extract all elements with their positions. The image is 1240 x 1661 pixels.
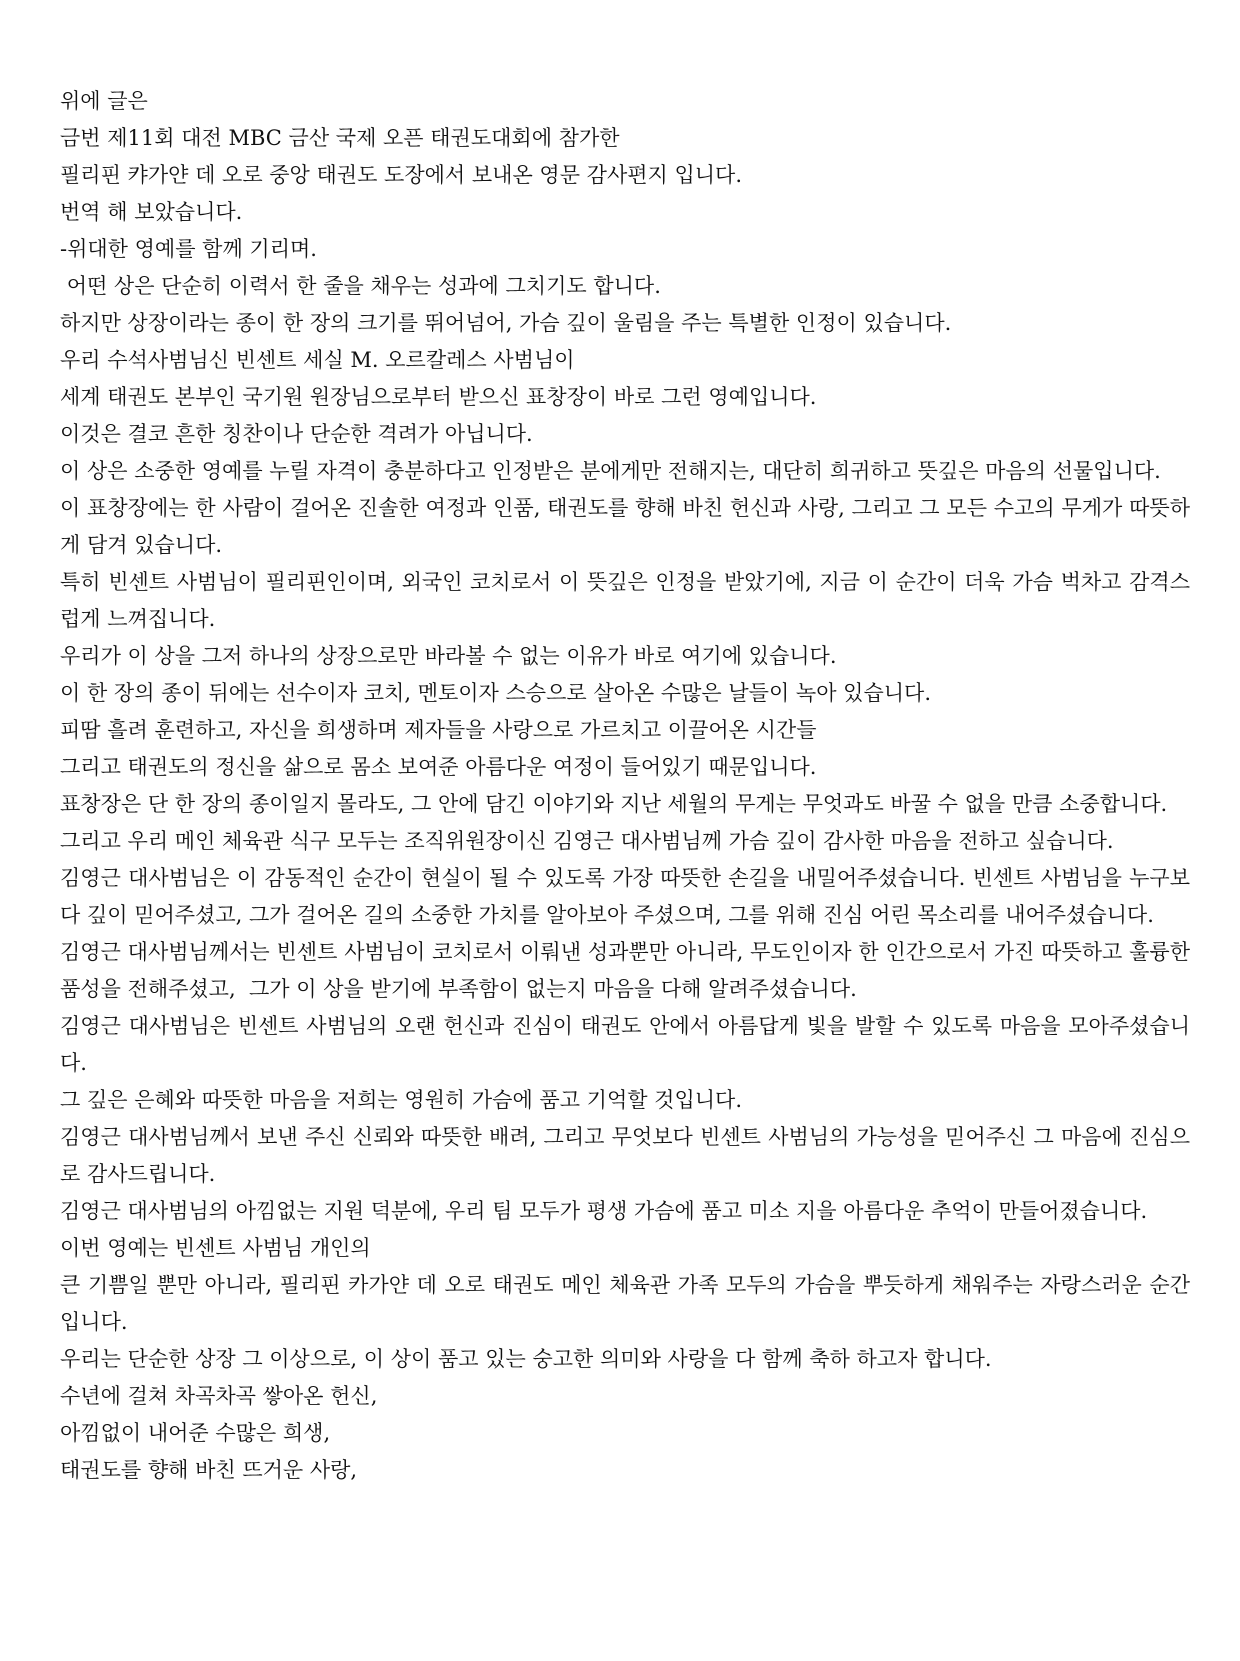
paragraph: 큰 기쁨일 뿐만 아니라, 필리핀 카가얀 데 오로 태권도 메인 체육관 가족 모두의 가슴을 뿌듯하게 채워주는 자랑스러운 순간입니다. — [60, 1273, 1190, 1334]
paragraph: 이것은 결코 흔한 칭찬이나 단순한 격려가 아닙니다. — [60, 422, 533, 446]
paragraph: 번역 해 보았습니다. — [60, 200, 243, 224]
paragraph: 피땀 흘려 훈련하고, 자신을 희생하며 제자들을 사랑으로 가르치고 이끌어온 시간들 — [60, 718, 817, 742]
paragraph: 우리는 단순한 상장 그 이상으로, 이 상이 품고 있는 숭고한 의미와 사랑을 다 함께 축하 하고자 합니다. — [60, 1347, 992, 1371]
paragraph: 이 상은 소중한 영예를 누릴 자격이 충분하다고 인정받은 분에게만 전해지는, 대단히 희귀하고 뜻깊은 마음의 선물입니다. — [60, 459, 1161, 483]
paragraph: 그 깊은 은혜와 따뜻한 마음을 저희는 영원히 가슴에 품고 기억할 것입니다. — [60, 1088, 743, 1112]
paragraph: 이 한 장의 종이 뒤에는 선수이자 코치, 멘토이자 스승으로 살아온 수많은 날들이 녹아 있습니다. — [60, 681, 931, 705]
paragraph: 표창장은 단 한 장의 종이일지 몰라도, 그 안에 담긴 이야기와 지난 세월의 무게는 무엇과도 바꿀 수 없을 만큼 소중합니다. — [60, 792, 1168, 816]
document-body — [60, 83, 1197, 1489]
paragraph: 아낌없이 내어준 수많은 희생, — [60, 1421, 331, 1445]
paragraph: 김영근 대사범님께서는 빈센트 사범님이 코치로서 이뤄낸 성과뿐만 아니라, 무도인이자 한 인간으로서 가진 따뜻하고 훌륭한 품성을 전해주셨고, 그가 이 상을 받기에 부족함이 없는지 마음을 다해 알려주셨습니다. — [60, 940, 1197, 1001]
paragraph: 위에 글은 — [60, 89, 148, 113]
paragraph: 그리고 우리 메인 체육관 식구 모두는 조직위원장이신 김영근 대사범님께 가슴 깊이 감사한 마음을 전하고 싶습니다. — [60, 829, 1114, 853]
paragraph: 하지만 상장이라는 종이 한 장의 크기를 뛰어넘어, 가슴 깊이 울림을 주는 특별한 인정이 있습니다. — [60, 311, 952, 335]
paragraph: 우리 수석사범님신 빈센트 세실 M. 오르칼레스 사범님이 — [60, 348, 575, 372]
paragraph: 이 표창장에는 한 사람이 걸어온 진솔한 여정과 인품, 태권도를 향해 바친 헌신과 사랑, 그리고 그 모든 수고의 무게가 따뜻하게 담겨 있습니다. — [60, 496, 1190, 557]
paragraph: 우리가 이 상을 그저 하나의 상장으로만 바라볼 수 없는 이유가 바로 여기에 있습니다. — [60, 644, 837, 668]
paragraph: 수년에 걸쳐 차곡차곡 쌓아온 헌신, — [60, 1384, 378, 1408]
paragraph: 특히 빈센트 사범님이 필리핀인이며, 외국인 코치로서 이 뜻깊은 인정을 받았기에, 지금 이 순간이 더욱 가슴 벅차고 감격스럽게 느껴집니다. — [60, 570, 1190, 631]
paragraph: 필리핀 캬가얀 데 오로 중앙 태권도 도장에서 보내온 영문 감사편지 입니다. — [60, 163, 743, 187]
paragraph: 김영근 대사범님께서 보낸 주신 신뢰와 따뜻한 배려, 그리고 무엇보다 빈센트 사범님의 가능성을 믿어주신 그 마음에 진심으로 감사드립니다. — [60, 1125, 1190, 1186]
paragraph: 김영근 대사범님의 아낌없는 지원 덕분에, 우리 팀 모두가 평생 가슴에 품고 미소 지을 아름다운 추억이 만들어졌습니다. — [60, 1199, 1148, 1223]
paragraph: 이번 영예는 빈센트 사범님 개인의 — [60, 1236, 371, 1260]
paragraph: 김영근 대사범님은 빈센트 사범님의 오랜 헌신과 진심이 태권도 안에서 아름답게 빛을 발할 수 있도록 마음을 모아주셨습니다. — [60, 1014, 1190, 1075]
paragraph: -위대한 영예를 함께 기리며. — [60, 237, 317, 261]
paragraph: 세계 태권도 본부인 국기원 원장님으로부터 받으신 표창장이 바로 그런 영예입니다. — [60, 385, 817, 409]
paragraph: 어떤 상은 단순히 이력서 한 줄을 채우는 성과에 그치기도 합니다. — [60, 274, 661, 298]
paragraph: 그리고 태권도의 정신을 삶으로 몸소 보여준 아름다운 여정이 들어있기 때문입니다. — [60, 755, 817, 779]
paragraph: 김영근 대사범님은 이 감동적인 순간이 현실이 될 수 있도록 가장 따뜻한 손길을 내밀어주셨습니다. 빈센트 사범님을 누구보다 깊이 믿어주셨고, 그가 걸어온 길의 소중한 가치를 알아보아 주셨으며, 그를 위해 진심 어린 목소리를 내어주셨습니다. — [60, 866, 1190, 927]
paragraph: 태권도를 향해 바친 뜨거운 사랑, — [60, 1458, 358, 1482]
paragraph: 금번 제11회 대전 MBC 금산 국제 오픈 태권도대회에 참가한 — [60, 126, 620, 150]
